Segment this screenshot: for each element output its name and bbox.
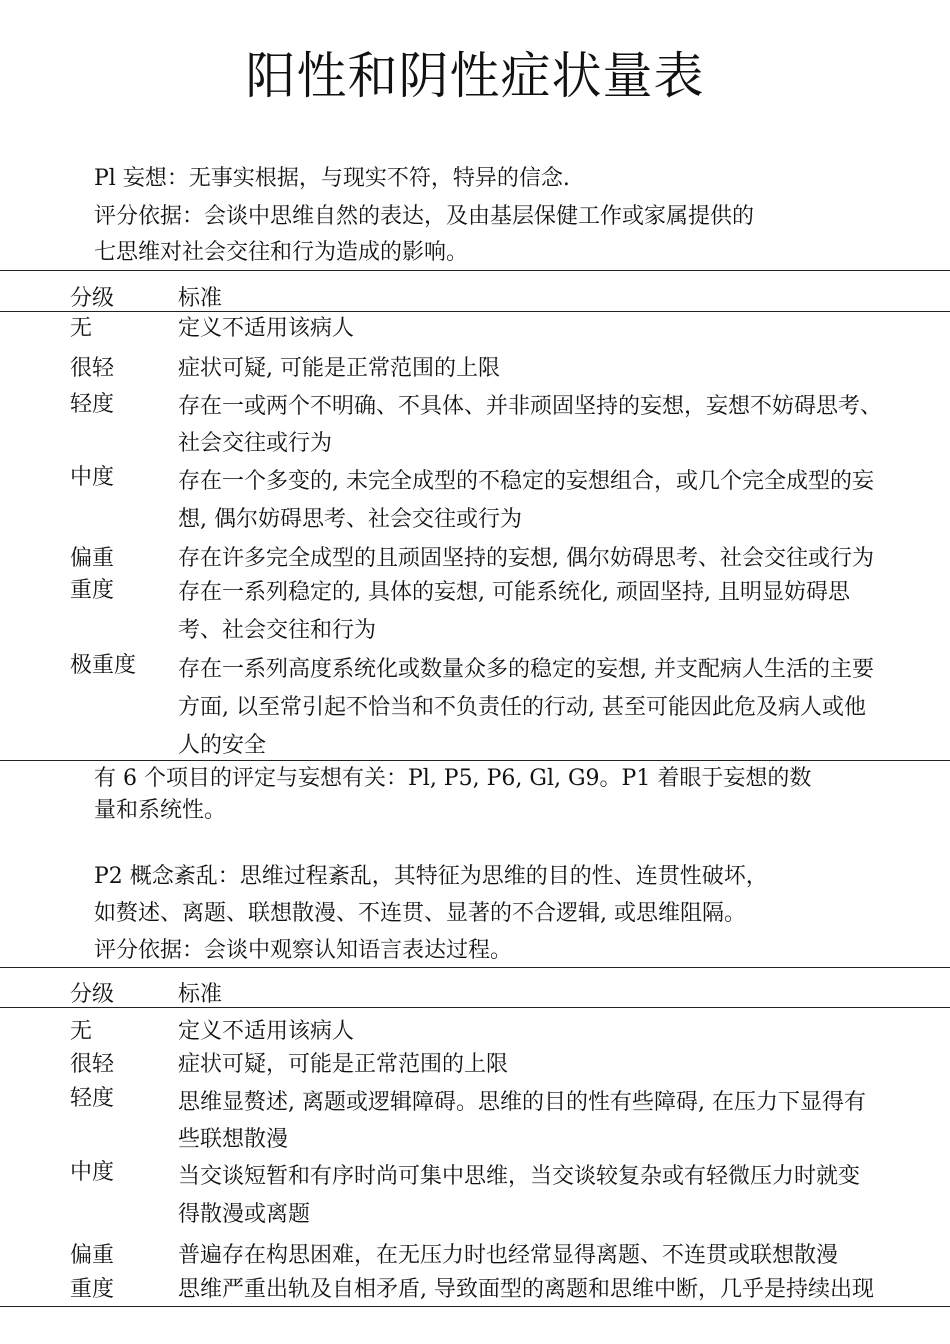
grade-label: 中度 — [70, 1160, 115, 1185]
criteria-text: 思维严重出轨及自相矛盾, 导致面型的离题和思维中断，几乎是持续出现 — [178, 1277, 874, 1302]
p1-note-line-2: 量和系统性。 — [94, 798, 227, 823]
criteria-text: 普遍存在构思困难，在无压力时也经常显得离题、不连贯或联想散漫 — [178, 1243, 839, 1268]
p1-note-line-1: 有 6 个项目的评定与妄想有关：Pl, P5, P6, Gl, G9。P1 着眼于妄想的数 — [94, 766, 812, 791]
criteria-text: 定义不适用该病人 — [178, 1019, 355, 1044]
p2-basis: 评分依据：会谈中观察认知语言表达过程。 — [94, 938, 513, 963]
criteria-text: 思维显赘述, 离题或逻辑障碍。思维的目的性有些障碍, 在压力下显得有 — [178, 1090, 866, 1115]
criteria-text: 定义不适用该病人 — [178, 316, 355, 341]
grade-label: 轻度 — [70, 392, 115, 417]
p1-basis-line-2: 七思维对社会交往和行为造成的影响。 — [94, 240, 469, 265]
p1-header-rule — [0, 311, 950, 312]
grade-label: 无 — [70, 316, 93, 341]
criteria-text: 当交谈短暂和有序时尚可集中思维，当交谈较复杂或有轻微压力时就变 — [178, 1164, 861, 1189]
criteria-text: 存在一个多变的, 未完全成型的不稳定的妄想组合，或几个完全成型的妄 — [178, 469, 874, 494]
grade-label: 重度 — [70, 578, 115, 603]
p2-header-grade: 分级 — [70, 982, 115, 1007]
p1-header-criteria: 标准 — [178, 286, 223, 311]
criteria-text: 存在一或两个不明确、不具体、并非顽固坚持的妄想，妄想不妨碍思考、 — [178, 394, 883, 419]
p2-header-rule — [0, 1007, 950, 1008]
criteria-text: 症状可疑, 可能是正常范围的上限 — [178, 356, 500, 381]
p1-table-top-rule — [0, 270, 950, 271]
criteria-text: 社会交往或行为 — [178, 431, 333, 456]
grade-label: 很轻 — [70, 356, 115, 381]
p1-table-bottom-rule — [0, 760, 950, 761]
grade-label: 偏重 — [70, 1243, 115, 1268]
criteria-text: 想, 偶尔妨碍思考、社会交往或行为 — [178, 507, 522, 532]
p2-table-bottom-rule — [0, 1306, 950, 1307]
grade-label: 轻度 — [70, 1086, 115, 1111]
criteria-text: 得散漫或离题 — [178, 1202, 311, 1227]
grade-label: 中度 — [70, 465, 115, 490]
page-title: 阳性和阴性症状量表 — [245, 47, 705, 105]
p1-header-grade: 分级 — [70, 286, 115, 311]
p2-header-criteria: 标准 — [178, 982, 223, 1007]
criteria-text: 人的安全 — [178, 733, 267, 758]
p1-basis-line-1: 评分依据：会谈中思维自然的表达，及由基层保健工作或家属提供的 — [94, 204, 755, 229]
criteria-text: 存在许多完全成型的且顽固坚持的妄想, 偶尔妨碍思考、社会交往或行为 — [178, 546, 874, 571]
p2-table-top-rule — [0, 967, 950, 968]
criteria-text: 存在一系列高度系统化或数量众多的稳定的妄想, 并支配病人生活的主要 — [178, 657, 874, 682]
criteria-text: 存在一系列稳定的, 具体的妄想, 可能系统化, 顽固坚持, 且明显妨碍思 — [178, 580, 850, 605]
criteria-text: 方面, 以至常引起不恰当和不负责任的行动, 甚至可能因此危及病人或他 — [178, 695, 866, 720]
grade-label: 很轻 — [70, 1052, 115, 1077]
grade-label: 无 — [70, 1019, 93, 1044]
p1-heading: Pl 妄想：无事实根据，与现实不符，特异的信念. — [94, 166, 570, 191]
criteria-text: 些联想散漫 — [178, 1127, 289, 1152]
grade-label: 重度 — [70, 1277, 115, 1302]
criteria-text: 症状可疑，可能是正常范围的上限 — [178, 1052, 509, 1077]
criteria-text: 考、社会交往和行为 — [178, 618, 377, 643]
p2-description: 如赘述、离题、联想散漫、不连贯、显著的不合逻辑, 或思维阻隔。 — [94, 901, 746, 926]
grade-label: 极重度 — [70, 653, 137, 678]
grade-label: 偏重 — [70, 546, 115, 571]
p2-heading: P2 概念紊乱：思维过程紊乱，其特征为思维的目的性、连贯性破坏， — [94, 864, 768, 889]
